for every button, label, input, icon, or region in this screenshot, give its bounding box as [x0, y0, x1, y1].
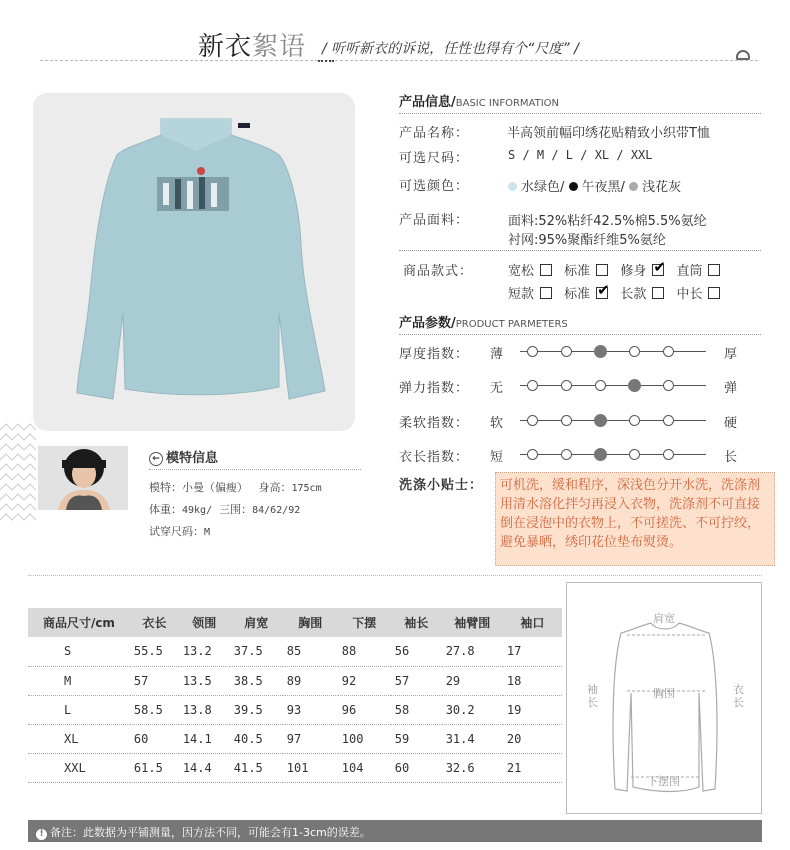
- size-diagram: [566, 582, 762, 814]
- size-header-1: 衣长: [130, 608, 179, 637]
- sizes-value: S / M / L / XL / XXL: [508, 148, 653, 162]
- scale-node-selected: [594, 414, 607, 427]
- size-value-cell: 58.5: [130, 695, 179, 724]
- model-size-label: 试穿尺码：: [149, 525, 204, 538]
- size-name-cell: L: [28, 695, 130, 724]
- note-bar: [28, 820, 762, 842]
- basic-divider: [399, 113, 761, 114]
- scale-track-0: [520, 341, 706, 361]
- scale-node: [561, 415, 572, 426]
- product-image: [33, 93, 355, 431]
- info-icon: !: [36, 829, 47, 840]
- style-standard-checkbox[interactable]: [596, 264, 608, 276]
- table-row: [28, 666, 562, 695]
- style-row-1: [508, 260, 728, 279]
- length-short-checkbox[interactable]: [540, 287, 552, 299]
- scale-node-selected: [594, 345, 607, 358]
- table-row: [28, 724, 562, 753]
- size-value-cell: 85: [283, 637, 338, 666]
- scale-node: [527, 415, 538, 426]
- scale-track-1: [520, 375, 706, 395]
- model-info-line3: [149, 523, 210, 539]
- color-name-aqua: 水绿色/: [521, 180, 565, 195]
- scale-node-selected: [594, 448, 607, 461]
- scale-node: [561, 346, 572, 357]
- scale-line: [520, 420, 706, 421]
- scale-node: [527, 346, 538, 357]
- style-straight-label: 直筒: [676, 264, 703, 279]
- color-swatch-black: [569, 182, 578, 191]
- size-value-cell: 40.5: [230, 724, 283, 753]
- size-value-cell: 29: [442, 666, 503, 695]
- size-header-5: 下摆: [338, 608, 391, 637]
- model-height: 175cm: [291, 483, 322, 494]
- sizes-label: 可选尺码：: [399, 151, 470, 166]
- size-name-cell: XL: [28, 724, 130, 753]
- scale-node-selected: [628, 379, 641, 392]
- size-value-cell: 55.5: [130, 637, 179, 666]
- style-slim-checkbox[interactable]: [652, 264, 664, 276]
- scale-node: [663, 380, 674, 391]
- color-name-black: 午夜黑/: [581, 180, 625, 195]
- size-header-0: 商品尺寸/cm: [28, 608, 130, 637]
- size-value-cell: 17: [503, 637, 562, 666]
- size-value-cell: 13.8: [179, 695, 230, 724]
- params-title-cn: 产品参数/: [399, 316, 456, 331]
- scale-node: [561, 380, 572, 391]
- style-label: 商品款式：: [403, 264, 474, 279]
- length-standard-label: 标准: [564, 287, 591, 302]
- size-value-cell: 39.5: [230, 695, 283, 724]
- model-section-title: [149, 447, 218, 466]
- scale-label-3: 衣长指数：: [399, 450, 470, 465]
- scale-label-1: 弹力指数：: [399, 381, 470, 396]
- color-options: [508, 176, 681, 195]
- style-loose-label: 宽松: [508, 264, 535, 279]
- size-table: [28, 608, 562, 783]
- size-header-7: 袖臂围: [442, 608, 503, 637]
- scale-track-3: [520, 444, 706, 464]
- length-long-label: 长款: [620, 287, 647, 302]
- size-value-cell: 60: [391, 753, 442, 782]
- length-long-checkbox[interactable]: [652, 287, 664, 299]
- size-value-cell: 19: [503, 695, 562, 724]
- size-name-cell: M: [28, 666, 130, 695]
- scale-left-2: 软: [490, 416, 504, 431]
- style-loose-checkbox[interactable]: [540, 264, 552, 276]
- size-value-cell: 38.5: [230, 666, 283, 695]
- size-header-8: 袖口: [503, 608, 562, 637]
- diagram-hem-label: 下摆围: [647, 775, 680, 788]
- size-value-cell: 18: [503, 666, 562, 695]
- model-divider: [149, 469, 361, 470]
- header-subtitle: / 听听新衣的诉说，任性也得有个“尺度” /: [322, 41, 579, 57]
- size-header-2: 领围: [179, 608, 230, 637]
- length-short-label: 短款: [508, 287, 535, 302]
- diagram-shoulder-label: 肩宽: [653, 612, 675, 625]
- size-value-cell: 41.5: [230, 753, 283, 782]
- model-size: M: [204, 527, 211, 538]
- note-text: 备注：此数据为平铺测量，因方法不同，可能会有1-3cm的误差。: [50, 826, 371, 839]
- size-value-cell: 100: [338, 724, 391, 753]
- style-straight-checkbox[interactable]: [708, 264, 720, 276]
- size-value-cell: 97: [283, 724, 338, 753]
- size-section-divider: [28, 575, 762, 576]
- header-title: [198, 26, 306, 63]
- size-value-cell: 56: [391, 637, 442, 666]
- scale-label-2: 柔软指数：: [399, 416, 470, 431]
- scale-node: [663, 415, 674, 426]
- size-value-cell: 96: [338, 695, 391, 724]
- scale-node: [663, 346, 674, 357]
- size-name-cell: S: [28, 637, 130, 666]
- fabric-line-2: 衬网:95%聚酯纤维5%氨纶: [508, 233, 666, 248]
- size-value-cell: 61.5: [130, 753, 179, 782]
- size-value-cell: 93: [283, 695, 338, 724]
- size-value-cell: 13.5: [179, 666, 230, 695]
- color-name-grey: 浅花灰: [642, 180, 682, 195]
- scale-right-0: 厚: [724, 347, 738, 362]
- scale-right-3: 长: [724, 450, 738, 465]
- size-value-cell: 58: [391, 695, 442, 724]
- header-dots: [318, 60, 334, 68]
- scale-right-2: 硬: [724, 416, 738, 431]
- shirt-illustration: [33, 93, 355, 431]
- model-weight: 49kg/: [182, 505, 213, 516]
- size-value-cell: 104: [338, 753, 391, 782]
- size-value-cell: 57: [130, 666, 179, 695]
- model-height-label: 身高：: [258, 481, 292, 494]
- size-header-6: 袖长: [391, 608, 442, 637]
- size-value-cell: 31.4: [442, 724, 503, 753]
- size-value-cell: 101: [283, 753, 338, 782]
- scale-node: [595, 380, 606, 391]
- model-info-line1: [149, 479, 322, 495]
- header-title-bold: 新衣: [198, 32, 253, 62]
- size-value-cell: 59: [391, 724, 442, 753]
- params-divider: [399, 334, 761, 335]
- wash-tips-text: 可机洗，缓和程序，深浅色分开水洗，洗涤剂用清水溶化拌匀再浸入衣物，洗涤剂不可直接倒在浸泡中的衣物上，不可搓洗、不可拧绞，避免暴晒，绣印花位垫布熨烫。: [495, 472, 775, 566]
- length-standard-checkbox[interactable]: [596, 287, 608, 299]
- table-row: [28, 695, 562, 724]
- size-header-3: 肩宽: [230, 608, 283, 637]
- size-value-cell: 14.1: [179, 724, 230, 753]
- scale-line: [520, 454, 706, 455]
- style-slim-label: 修身: [620, 264, 647, 279]
- diagram-length-label: 衣长: [733, 683, 744, 709]
- params-title-en: PRODUCT PARMETERS: [455, 319, 568, 330]
- scale-node: [629, 346, 640, 357]
- color-swatch-grey: [629, 182, 638, 191]
- size-value-cell: 37.5: [230, 637, 283, 666]
- table-row: [28, 753, 562, 782]
- wash-tips-label: 洗涤小贴士：: [399, 478, 484, 493]
- basic-title-cn: 产品信息/: [399, 95, 456, 110]
- fabric-line-1: 面料:52%粘纤42.5%棉5.5%氨纶: [508, 214, 707, 229]
- size-name-cell: XXL: [28, 753, 130, 782]
- scale-track-2: [520, 410, 706, 430]
- size-value-cell: 57: [391, 666, 442, 695]
- model-weight-label: 体重：: [149, 503, 182, 516]
- scale-node: [629, 415, 640, 426]
- size-value-cell: 13.2: [179, 637, 230, 666]
- size-value-cell: 14.4: [179, 753, 230, 782]
- size-value-cell: 20: [503, 724, 562, 753]
- arrow-left-icon: ←: [149, 452, 163, 466]
- size-header-4: 胸围: [283, 608, 338, 637]
- length-mid-checkbox[interactable]: [708, 287, 720, 299]
- scale-left-1: 无: [490, 381, 504, 396]
- model-title-text: 模特信息: [166, 451, 219, 466]
- size-value-cell: 30.2: [442, 695, 503, 724]
- scale-node: [561, 449, 572, 460]
- basic-info-title: [399, 91, 559, 110]
- size-value-cell: 32.6: [442, 753, 503, 782]
- scale-right-1: 弹: [724, 381, 738, 396]
- color-swatch-aqua: [508, 182, 517, 191]
- size-value-cell: 89: [283, 666, 338, 695]
- scale-line: [520, 385, 706, 386]
- scale-left-0: 薄: [490, 347, 504, 362]
- model-photo: [38, 446, 128, 510]
- size-value-cell: 60: [130, 724, 179, 753]
- size-value-cell: 88: [338, 637, 391, 666]
- header-title-light: 絮语: [252, 32, 307, 62]
- fabric-label: 产品面料：: [399, 213, 470, 228]
- length-mid-label: 中长: [676, 287, 703, 302]
- table-row: [28, 637, 562, 666]
- scale-node: [527, 449, 538, 460]
- cloud-logo-icon: [736, 50, 750, 60]
- header-divider: [40, 60, 758, 61]
- model-bust-label: 三围：: [219, 503, 253, 516]
- size-value-cell: 92: [338, 666, 391, 695]
- scale-left-3: 短: [490, 450, 504, 465]
- style-standard-label: 标准: [564, 264, 591, 279]
- scale-node: [663, 449, 674, 460]
- diagram-chest-label: 胸围: [653, 687, 675, 700]
- basic-title-en: BASIC INFORMATION: [455, 98, 560, 109]
- zigzag-decoration: [0, 420, 42, 570]
- scale-label-0: 厚度指数：: [399, 347, 470, 362]
- colors-label: 可选颜色：: [399, 179, 470, 194]
- style-divider: [399, 250, 761, 251]
- model-bust: 84/62/92: [252, 505, 301, 516]
- product-name-label: 产品名称：: [399, 126, 470, 141]
- scale-node: [629, 449, 640, 460]
- model-name-label: 模特：: [149, 481, 182, 494]
- scale-line: [520, 351, 706, 352]
- scale-node: [527, 380, 538, 391]
- model-name: 小曼（偏瘦）: [182, 481, 248, 494]
- size-value-cell: 27.8: [442, 637, 503, 666]
- params-title: [399, 312, 568, 331]
- size-value-cell: 21: [503, 753, 562, 782]
- style-row-2: [508, 283, 728, 302]
- model-info-line2: [149, 501, 300, 517]
- diagram-sleeve-label: 袖长: [587, 683, 598, 709]
- product-name: 半高领前幅印绣花贴精致小织带T恤: [507, 126, 710, 141]
